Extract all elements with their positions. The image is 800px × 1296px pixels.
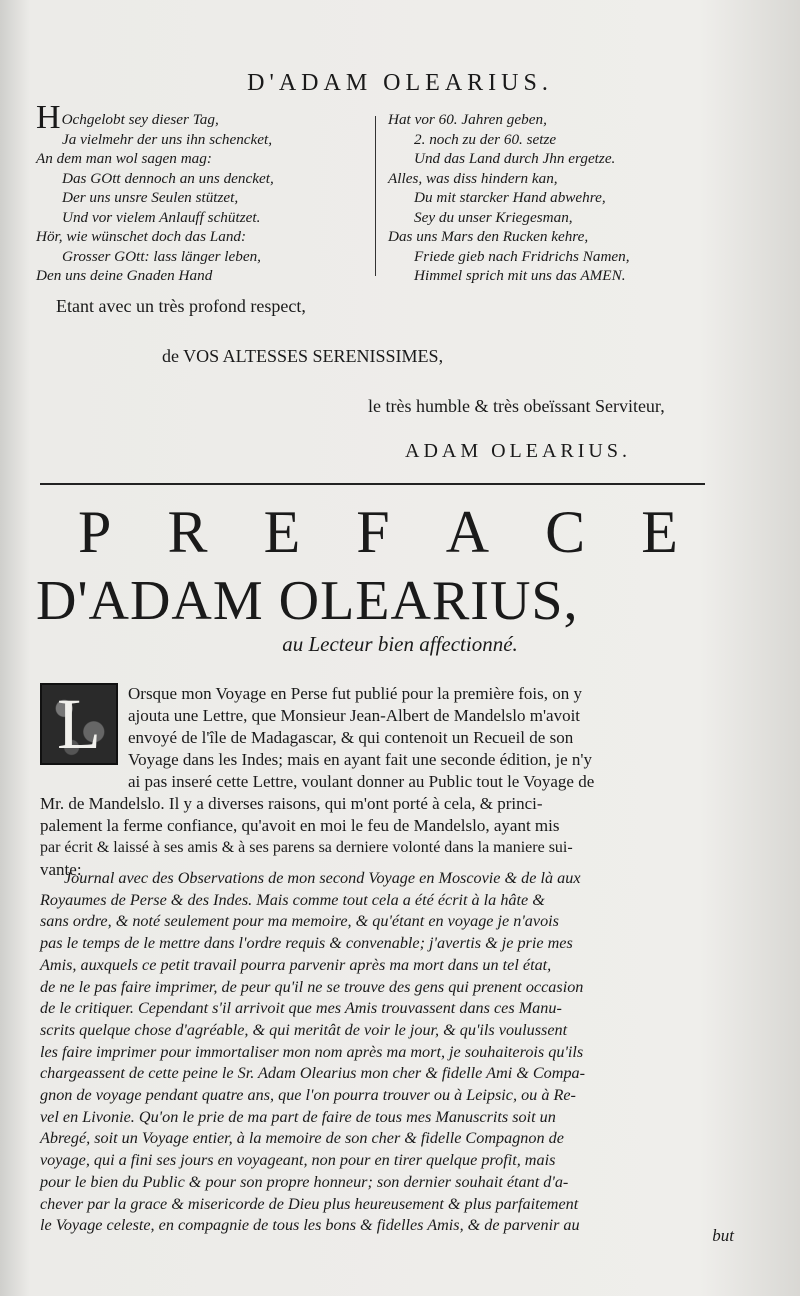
poem-line: Hör, wie wünschet doch das Land:: [36, 228, 247, 245]
horizontal-rule: [40, 483, 705, 485]
signature: ADAM OLEARIUS.: [405, 440, 631, 462]
text-line: gnon de voyage pendant quatre ans, que l'on pourra trouver ou à Leipsic, ou à Re-: [40, 1086, 576, 1105]
poem-line: Friede gieb nach Fridrichs Namen,: [414, 247, 630, 265]
catchword: but: [712, 1226, 734, 1245]
poem-line: Ja vielmehr der uns ihn schencket,: [62, 130, 273, 148]
poem-left-column: [36, 99, 366, 286]
closing-address: de VOS ALTESSES SERENISSIMES,: [162, 346, 444, 366]
text-line: palement la ferme confiance, qu'avoit en moi le feu de Mandelslo, ayant mis: [40, 816, 560, 835]
title-letter: F: [356, 499, 390, 565]
text-line: chargeassent de cette peine le Sr. Adam Olearius mon cher & fidelle Ami & Compa-: [40, 1064, 586, 1083]
poem-line: Das uns Mars den Rucken kehre,: [388, 228, 589, 245]
text-line: pas le temps de le mettre dans l'ordre requis & convenable; j'avertis & je prie mes: [40, 934, 573, 953]
text-line: ai pas inseré cette Lettre, voulant donner au Public tout le Voyage de: [128, 772, 595, 791]
poem-line: Hat vor 60. Jahren geben,: [388, 111, 547, 128]
text-line: sans ordre, & noté seulement pour ma memoire, & qu'étant en voyage je n'avois: [40, 912, 559, 931]
poem-line: Der uns unsre Seulen stützet,: [62, 189, 239, 206]
text-line: de le critiquer. Cependant s'il arrivoit que mes Amis trouvassent dans ces Manu-: [40, 999, 562, 1018]
closing-line: Etant avec un très profond respect,: [56, 296, 306, 316]
subtitle: au Lecteur bien affectionné.: [282, 632, 518, 656]
poem-line: HOchgelobt sey dieser Tag,: [36, 99, 219, 136]
running-head: D'ADAM OLEARIUS.: [247, 70, 553, 96]
poem-right-column: [388, 110, 718, 286]
title-preface: [78, 497, 678, 567]
text-line: ajouta une Lettre, que Monsieur Jean-Albert de Mandelslo m'avoit: [128, 706, 581, 725]
column-divider: [375, 116, 376, 276]
poem-line: Himmel sprich mit uns das AMEN.: [414, 267, 626, 284]
title-letter: P: [78, 499, 112, 565]
text-line: Orsque mon Voyage en Perse fut publié pour la première fois, on y: [128, 684, 583, 703]
first-paragraph-indented: [128, 683, 732, 793]
text-line: Voyage dans les Indes; mais en ayant fait une seconde édition, je n'y: [128, 750, 592, 769]
text-line: le Voyage celeste, en compagnie de tous les bons & fidelles Amis, & de parvenir au: [40, 1216, 580, 1235]
poem-line: Sey du unser Kriegesman,: [414, 208, 573, 226]
poem-initial: H: [36, 99, 61, 136]
poem-line: Und vor vielem Anlauff schützet.: [62, 208, 261, 226]
title-letter: E: [263, 499, 301, 565]
title-letter: R: [167, 499, 208, 565]
ornamental-dropcap: [40, 683, 118, 765]
text-line: par écrit & laissé à ses amis & à ses parens sa derniere volonté dans la maniere sui-: [40, 839, 573, 856]
poem-line: Grosser GOtt: lass länger leben,: [62, 247, 261, 265]
poem-line: Das GOtt dennoch an uns dencket,: [62, 169, 274, 187]
text-line: chever par la grace & misericorde de Dieu plus heureusement & plus parfaitement: [40, 1194, 579, 1213]
title-letter: C: [545, 499, 586, 565]
poem-line: Den uns deine Gnaden Hand: [36, 267, 213, 284]
title-letter: A: [445, 499, 490, 565]
title-letter: E: [641, 499, 678, 565]
dropcap-letter: L: [57, 684, 101, 764]
poem-line: Und das Land durch Jhn ergetze.: [414, 150, 616, 167]
poem-line: Du mit starcker Hand abwehre,: [414, 189, 606, 206]
text-line: les faire imprimer pour immortaliser mon nom après ma mort, je souhaiterois qu'ils: [40, 1042, 584, 1061]
text-line: vel en Livonie. Qu'on le prie de ma part de faire de tous mes Manuscrits soit un: [40, 1107, 556, 1126]
text-line: Mr. de Mandelslo. Il y a diverses raisons, qui m'ont porté à cela, & princi-: [40, 794, 543, 813]
text-line: scrits quelque chose d'agréable, & qui meritât de voir le jour, & qu'ils voulussent: [40, 1020, 568, 1039]
closing-servant: le très humble & très obeïssant Serviteur,: [368, 396, 665, 416]
text-line: pour le bien du Public & pour son propre honneur; son dernier souhait étant d'a-: [40, 1172, 569, 1191]
text-line: Journal avec des Observations de mon second Voyage en Moscovie & de là aux: [64, 869, 581, 887]
text-line: Royaumes de Perse & des Indes. Mais comme tout cela a été écrit à la hâte &: [40, 890, 545, 909]
text-line: de ne le pas faire imprimer, de peur qu'il ne se trouve des gens qui prenent occasion: [40, 977, 584, 996]
text-line: voyage, qui a fini ses jours en voyageant, non pour en tirer quelque profit, mais: [40, 1151, 556, 1170]
poem-line: 2. noch zu der 60. setze: [414, 130, 557, 148]
text-line: Amis, auxquels ce petit travail pourra parvenir après ma mort dans un tel état,: [40, 955, 552, 974]
quoted-will-paragraph: [40, 868, 734, 1237]
title-author: D'ADAM OLEARIUS,: [36, 570, 579, 632]
poem-line: Alles, was diss hindern kan,: [388, 169, 558, 187]
text-line: Abregé, soit un Voyage entier, à la memoire de son cher & fidelle Compagnon de: [40, 1129, 564, 1148]
text-line: vante:: [40, 860, 82, 879]
poem-line: An dem man wol sagen mag:: [36, 150, 212, 167]
text-line: envoyé de l'île de Madagascar, & qui contenoit un Recueil de son: [128, 728, 574, 747]
